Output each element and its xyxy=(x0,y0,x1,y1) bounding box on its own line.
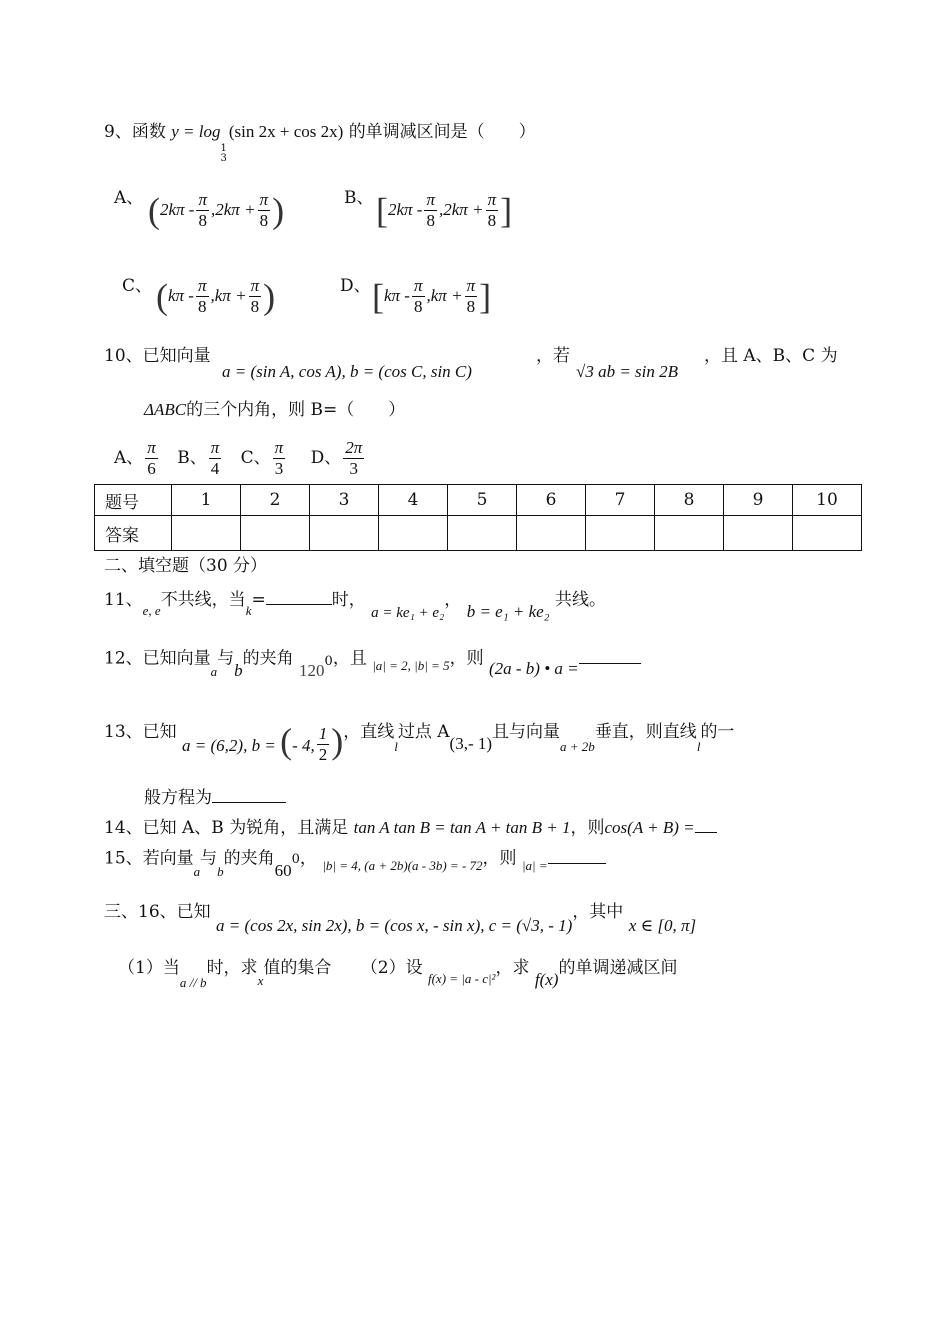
table-cell: 1 xyxy=(172,485,241,516)
q10-vector-expr: a = (sin A, cos A), b = (cos C, sin C) xyxy=(222,362,472,381)
q9-suffix: 的单调减区间是（ ） xyxy=(348,122,536,142)
table-cell: 2 xyxy=(241,485,310,516)
table-cell: 9 xyxy=(724,485,793,516)
table-cell: 6 xyxy=(517,485,586,516)
q9-option-a: (2kπ - $\frac{\pi}{8}$ ,2kπ + $\frac{\pi}{8}$ ) xyxy=(148,190,285,231)
q10-mid: ，若 xyxy=(536,346,570,366)
q13-answer-blank[interactable] xyxy=(212,784,286,803)
q14: 14、已知 A、B 为锐角，且满足 tan A tan B = tan A + tan B + 1，则cos(A + B) = xyxy=(104,814,717,840)
section-2-title: 二、填空题（30 分） xyxy=(104,556,268,576)
answer-cell[interactable] xyxy=(517,516,586,551)
q9-option-c: (kπ - $\frac{\pi}{8}$ ,kπ + $\frac{\pi}{8}$ ) xyxy=(156,276,276,317)
q10-options: A、 $\frac{\pi}{6}$ B、 $\frac{\pi}{4}$ C、 $\frac{\pi}{3}$ D、 $\frac{2\pi}{3}$ xyxy=(114,438,363,478)
answer-cell[interactable] xyxy=(655,516,724,551)
q14-answer-blank[interactable] xyxy=(695,814,717,833)
table-row-numbers xyxy=(95,485,862,516)
q9-formula: y = log xyxy=(171,122,221,141)
q15: 15、若向量$_a$与$_b$的夹角$60^0$， $_{|b| = 4, (a + 2b)(a - 3b) = - 72}$，则 $_{|a| =}$ xyxy=(104,842,606,872)
answer-cell[interactable] xyxy=(172,516,241,551)
table-cell: 10 xyxy=(793,485,862,516)
answer-cell[interactable] xyxy=(379,516,448,551)
q12-answer-blank[interactable] xyxy=(579,645,641,664)
table-cell: 5 xyxy=(448,485,517,516)
q10-stem: 10、已知向量 xyxy=(104,346,211,366)
table-head-answer: 答案 xyxy=(95,516,172,551)
q9-formula-tail: (sin 2x + cos 2x) xyxy=(228,122,344,141)
answer-cell[interactable] xyxy=(586,516,655,551)
q11-answer-blank[interactable] xyxy=(266,586,332,605)
q16-stem: 三、16、已知 a = (cos 2x, sin 2x), b = (cos x, - sin x), c = (√3, - 1)，其中 x ∈ [0, π] xyxy=(104,902,697,935)
table-cell: 4 xyxy=(379,485,448,516)
answer-cell[interactable] xyxy=(724,516,793,551)
table-cell: 3 xyxy=(310,485,379,516)
answer-cell[interactable] xyxy=(241,516,310,551)
q15-answer-blank[interactable] xyxy=(548,845,606,864)
q10-line2: ΔABC的三个内角，则 B=（ ） xyxy=(144,400,406,420)
q9-log-base: 1 3 xyxy=(220,143,227,164)
q10-condition: √3 ab = sin 2B xyxy=(576,362,679,381)
q13-line2: 般方程为 xyxy=(144,784,286,810)
answer-cell[interactable] xyxy=(310,516,379,551)
q9-option-c-label: C、 xyxy=(122,276,153,296)
answer-cell[interactable] xyxy=(448,516,517,551)
answer-cell[interactable] xyxy=(793,516,862,551)
q9-option-d-label: D、 xyxy=(340,276,371,296)
answer-table xyxy=(94,484,862,551)
q9-option-a-label: A、 xyxy=(114,188,144,208)
q9-option-b: [2kπ - $\frac{\pi}{8}$ ,2kπ + $\frac{\pi}{8}$ ] xyxy=(376,190,513,231)
q9-prefix: 9、函数 xyxy=(104,122,166,142)
table-cell: 8 xyxy=(655,485,724,516)
q9-option-b-label: B、 xyxy=(344,188,374,208)
q9-stem xyxy=(104,120,536,164)
table-head-number: 题号 xyxy=(95,485,172,516)
table-row-answers xyxy=(95,516,862,551)
q12: 12、已知向量$_a$与b的夹角 $120^0$，且 $_{|a| = 2, |b| = 5}$，则 (2a - b) • a = xyxy=(104,642,641,672)
q10-suffix: ，且 A、B、C 为 xyxy=(704,346,838,366)
q11: 11、$_{e, e}$不共线，当$_k$= 时， a = ke₁ + e₂， b = e₁ + ke₂ 共线。 xyxy=(104,586,606,613)
q9-option-d: [kπ - $\frac{\pi}{8}$ ,kπ + $\frac{\pi}{8}$ ] xyxy=(372,276,492,317)
q13: 13、已知 a = (6,2), b = (- 4, $\frac{1}{2}$ )，直线$_l$过点 A(3,- 1)且与向量$_{a + 2b}$垂直，则直线$_l$的一 xyxy=(104,720,735,764)
q16-parts: （1）当$_{a // b}$时，求$_x$值的集合 （2）设 $_{f(x) = |a - c|^2}$，求 f(x)的单调递减区间 xyxy=(118,958,678,990)
table-cell: 7 xyxy=(586,485,655,516)
